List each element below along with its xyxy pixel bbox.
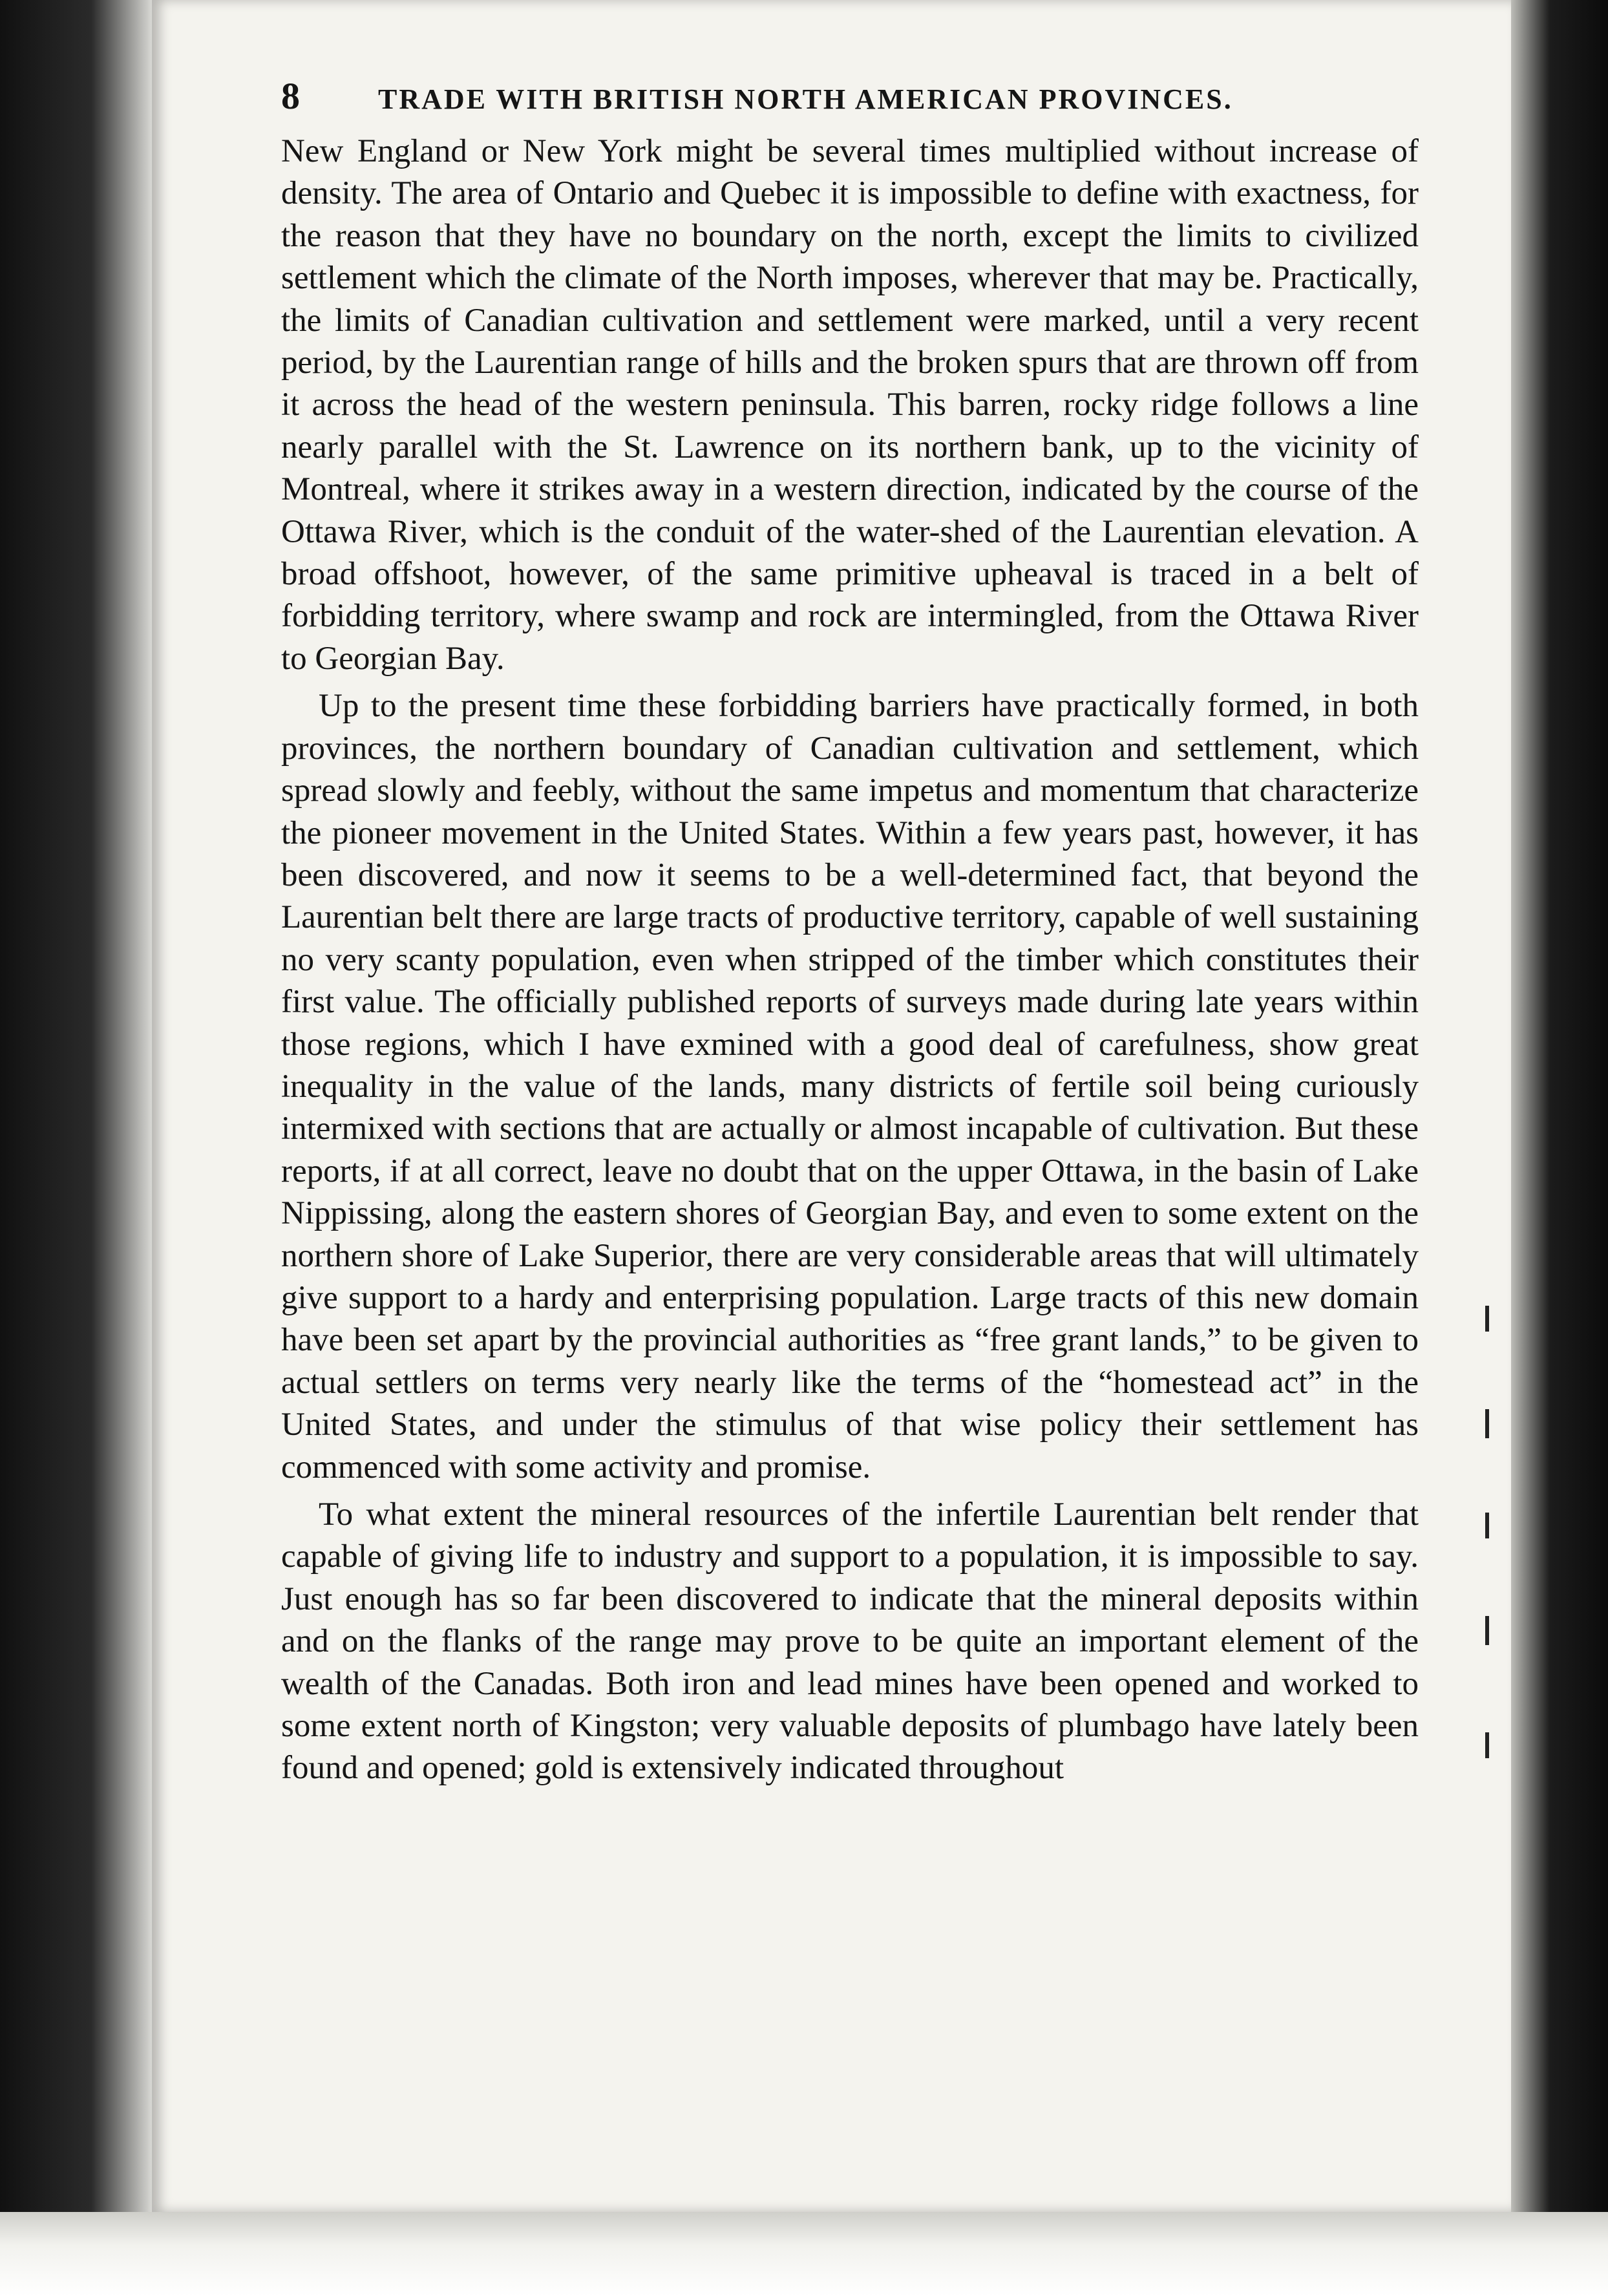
edge-mark: [1485, 1409, 1489, 1438]
paragraph: Up to the present time these forbidding barriers have practically formed, in both provinces, the northern boundary of Canadian cultivation and settlement, which spread slowly and feebly, without the same impetus and momentum that characterize the pioneer movement in the United States. Within a few years past, however, it has been discovered, and now it seems to be a well-determined fact, that beyond the Laurentian belt there are large tracts of productive territory, capable of well sustaining no very scanty population, even when stripped of the timber which constitutes their first value. The officially published reports of surveys made during late years within those regions, which I have exmined with a good deal of carefulness, show great inequality in the value of the lands, many districts of fertile soil being curiously intermixed with sections that are actually or almost incapable of cultivation. But these reports, if at all correct, leave no doubt that on the upper Ottawa, in the basin of Lake Nippissing, along the eastern shores of Georgian Bay, and even to some extent on the northern shore of Lake Superior, there are very considerable areas that will ultimately give support to a hardy and enterprising population. Large tracts of this new domain have been set apart by the provincial authorities as “free grant lands,” to be given to actual settlers on terms very nearly like the terms of the “homestead act” in the United States, and under the stimulus of that wise policy their settlement has commenced with some activity and promise.: [281, 688, 1419, 1485]
scan-background-left: [0, 0, 152, 2296]
edge-mark: [1485, 1616, 1489, 1645]
edge-mark: [1485, 1306, 1489, 1332]
paragraph-continued: New England or New York might be several times multiplied without increase of density. The area of Ontario and Quebec it is impossible to define with exactness, for the reason that they have no boundary on the north, except the limits to civilized settlement which the climate of the North imposes, wherever that may be. Practically, the limits of Canadian cultivation and settlement were marked, until a very recent period, by the Laurentian range of hills and the broken spurs that are thrown off from it across the head of the western peninsula. This barren, rocky ridge follows a line nearly parallel with the St. Lawrence on its northern bank, up to the vicinity of Montreal, where it strikes away in a western direction, indicated by the course of the Ottawa River, which is the conduit of the water-shed of the Laurentian elevation. A broad offshoot, however, of the same primitive upheaval is traced in a belt of forbidding territory, where swamp and rock are intermingled, from the Ottawa River to Georgian Bay.: [281, 133, 1419, 677]
edge-mark: [1485, 1732, 1489, 1758]
running-title: TRADE WITH BRITISH NORTH AMERICAN PROVINCES.: [378, 83, 1233, 115]
running-head: [281, 74, 1419, 118]
scan-background-bottom: [0, 2212, 1608, 2296]
paragraph: To what extent the mineral resources of the infertile Laurentian belt render that capable of giving life to industry and support to a population, it is impossible to say. Just enough has so far been discovered to indicate that the mineral deposits within and on the flanks of the range may prove to be quite an important element of the wealth of the Canadas. Both iron and lead mines have been opened and worked to some extent north of Kingston; very valuable deposits of plumbago have lately been found and opened; gold is extensively indicated throughout: [281, 1496, 1419, 1787]
page-content: [281, 74, 1419, 1795]
edge-mark: [1485, 1513, 1489, 1538]
page-number: 8: [281, 75, 302, 117]
body-text: [281, 131, 1419, 1790]
scan-background-right: [1511, 0, 1608, 2296]
book-page: [152, 0, 1511, 2212]
facing-page-edge: [1485, 0, 1505, 2296]
